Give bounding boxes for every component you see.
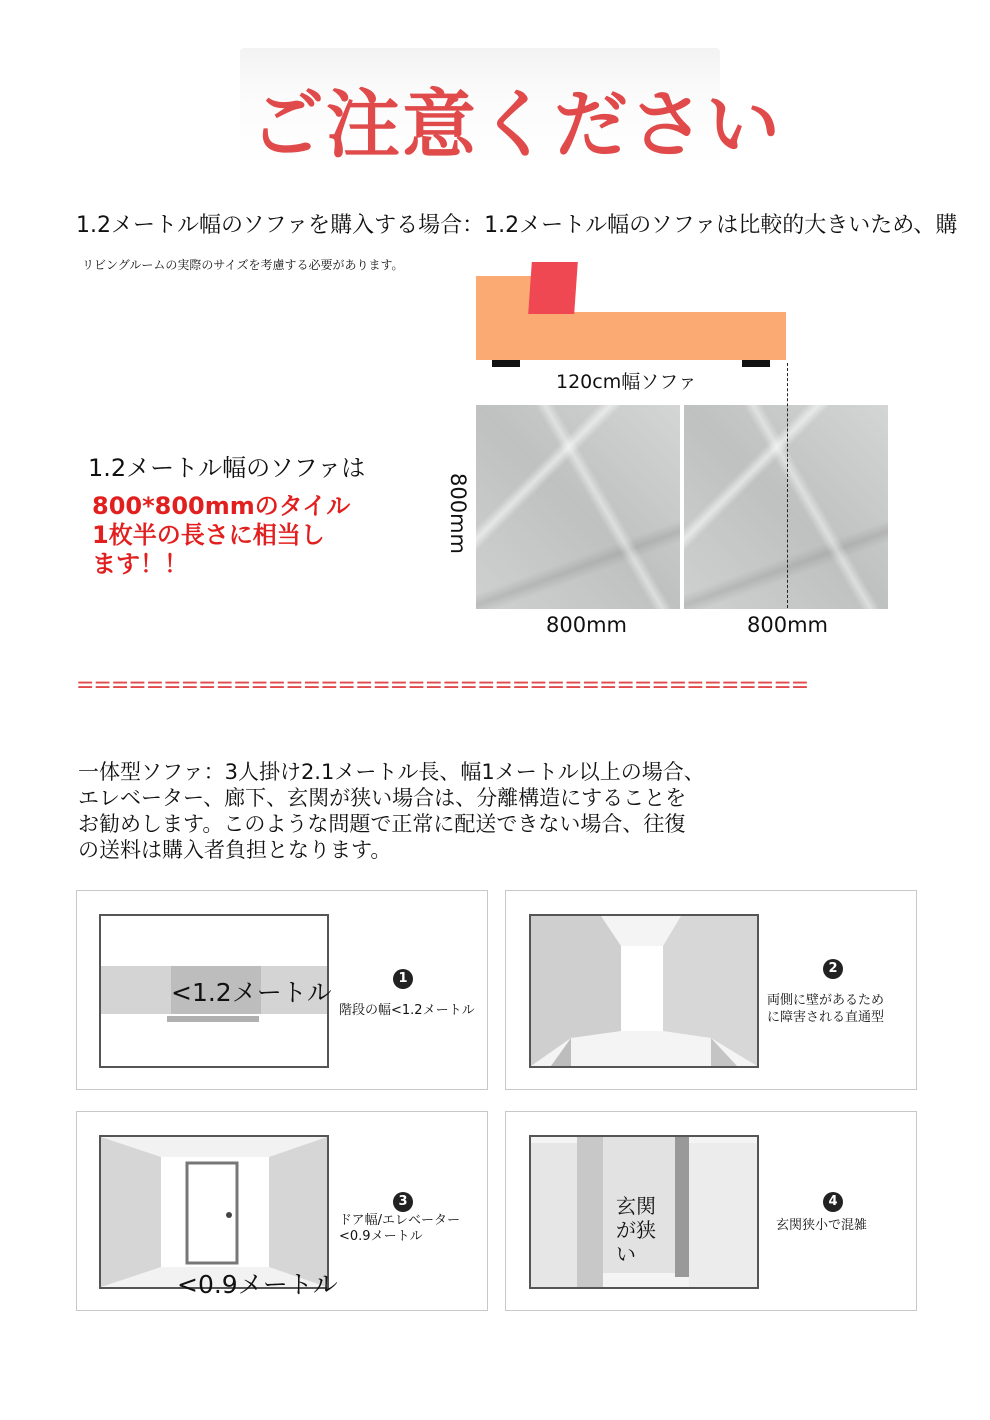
tile-height-label: 800mm — [446, 473, 470, 554]
sofa-seat — [476, 312, 786, 360]
claim-line: 800*800mmのタイル — [92, 492, 351, 520]
marble-tile — [684, 405, 888, 609]
entrance-overlay-line: が狭 — [616, 1218, 656, 1242]
entrance-door-edge — [675, 1137, 689, 1277]
entrance-overlay — [616, 1194, 656, 1266]
notice-line: 一体型ソファ：3人掛け2.1メートル長、幅1メートル以上の場合、 — [78, 760, 705, 784]
door-knob — [226, 1212, 232, 1218]
claim-line: ます！！ — [92, 550, 188, 578]
claim-title: 1.2メートル幅のソファは — [88, 454, 366, 482]
intro-line: 1.2メートル幅のソファを購入する場合：1.2メートル幅のソファは比較的大きいため、購 — [76, 213, 958, 238]
stair-edge — [167, 1016, 259, 1022]
sofa-width-label: 120cm幅ソファ — [556, 371, 697, 393]
stairs-width-overlay: <1.2メートル — [171, 978, 332, 1007]
card-caption: <0.9メートル — [339, 1229, 423, 1244]
notice-line: の送料は購入者負担となります。 — [78, 838, 392, 862]
marble-tile — [476, 405, 680, 609]
card-caption: に障害される直通型 — [767, 1010, 885, 1025]
sofa-leg — [742, 360, 770, 367]
entrance-overlay-line: い — [616, 1242, 636, 1266]
corridor-illustration — [529, 914, 759, 1068]
entrance-left-panel — [531, 1143, 577, 1287]
sofa-pillow — [528, 262, 578, 314]
card-entrance — [505, 1111, 917, 1311]
claim-line: 1枚半の長さに相当し — [92, 521, 325, 549]
claim-highlight — [92, 492, 392, 579]
corridor-end — [621, 946, 663, 1031]
sofa-extent-dashed-line — [787, 363, 788, 608]
tile-width-label: 800mm — [546, 613, 627, 637]
section-divider: ========================================== — [76, 673, 809, 698]
corridor-svg — [531, 916, 757, 1066]
entrance-overlay-line: 玄関 — [616, 1194, 656, 1218]
card-caption: 階段の幅<1.2メートル — [339, 1003, 475, 1018]
card-caption: 両側に壁があるため — [767, 993, 885, 1008]
door-width-overlay: <0.9メートル — [177, 1270, 338, 1299]
room-left-wall — [101, 1137, 161, 1287]
entrance-right-panel — [689, 1143, 757, 1287]
step-number-badge: 4 — [823, 1192, 843, 1212]
step-number-badge: 3 — [393, 1192, 413, 1212]
card-caption: ドア幅/エレベーター — [339, 1213, 460, 1228]
notice-line: お勧めします。このような問題で正常に配送できない場合、往復 — [78, 812, 686, 836]
card-door — [76, 1111, 488, 1311]
page-title: ご注意ください — [250, 82, 782, 168]
intro-note: リビングルームの実際のサイズを考慮する必要があります。 — [82, 258, 404, 272]
step-number-badge: 1 — [393, 969, 413, 989]
card-stairs — [76, 890, 488, 1090]
card-caption: 玄関狭小で混雑 — [776, 1218, 868, 1233]
tile-width-label: 800mm — [747, 613, 828, 637]
entrance-left-pillar — [577, 1137, 603, 1287]
sofa-leg — [492, 360, 520, 367]
notice-line: エレベーター、廊下、玄関が狭い場合は、分離構造にすることを — [78, 786, 687, 810]
notice-paragraph — [78, 759, 778, 863]
step-number-badge: 2 — [823, 959, 843, 979]
card-corridor — [505, 890, 917, 1090]
